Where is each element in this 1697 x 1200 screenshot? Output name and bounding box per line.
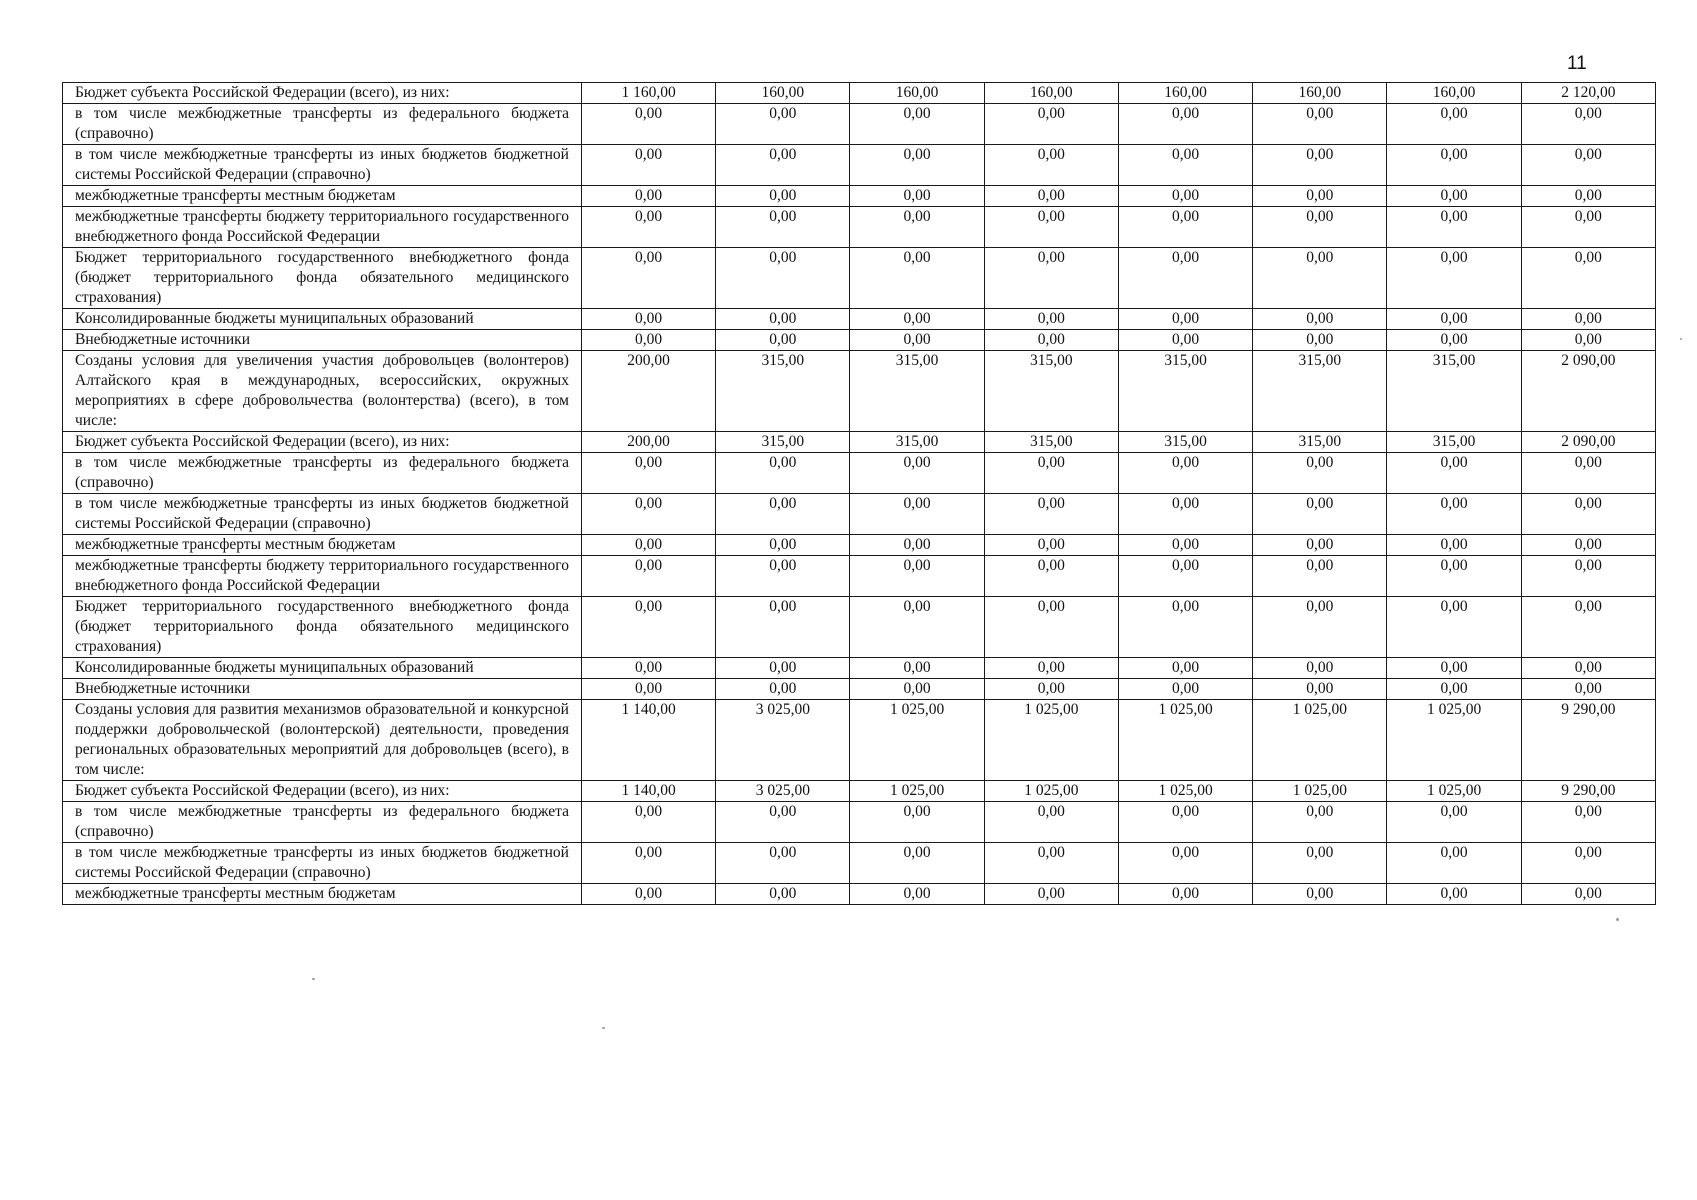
row-value-cell: 1 025,00 xyxy=(1253,781,1387,802)
row-value-cell: 0,00 xyxy=(1118,843,1252,884)
row-total-cell: 0,00 xyxy=(1521,309,1655,330)
row-total-cell: 0,00 xyxy=(1521,884,1655,905)
row-value-cell: 0,00 xyxy=(1118,186,1252,207)
row-value-cell: 0,00 xyxy=(984,535,1118,556)
row-value-cell: 0,00 xyxy=(581,679,715,700)
table-row xyxy=(63,83,1656,104)
row-total-cell: 0,00 xyxy=(1521,248,1655,309)
row-value-cell: 1 140,00 xyxy=(581,700,715,781)
row-value-cell: 0,00 xyxy=(984,248,1118,309)
row-value-cell: 0,00 xyxy=(984,207,1118,248)
row-value-cell: 0,00 xyxy=(581,186,715,207)
row-value-cell: 0,00 xyxy=(850,186,984,207)
scan-speck xyxy=(1680,338,1682,340)
row-value-cell: 0,00 xyxy=(984,597,1118,658)
row-value-cell: 0,00 xyxy=(1253,535,1387,556)
row-value-cell: 0,00 xyxy=(581,330,715,351)
row-label: в том числе межбюджетные трансферты из иных бюджетов бюджетной системы Российской Федерации (справочно) xyxy=(63,843,582,884)
row-value-cell: 0,00 xyxy=(850,145,984,186)
row-value-cell: 0,00 xyxy=(1118,207,1252,248)
row-value-cell: 1 025,00 xyxy=(1118,700,1252,781)
row-value-cell: 0,00 xyxy=(1387,884,1521,905)
row-total-cell: 0,00 xyxy=(1521,330,1655,351)
row-value-cell: 0,00 xyxy=(1253,104,1387,145)
row-value-cell: 0,00 xyxy=(984,884,1118,905)
row-value-cell: 1 025,00 xyxy=(1387,781,1521,802)
table-row xyxy=(63,781,1656,802)
row-value-cell: 0,00 xyxy=(850,330,984,351)
row-label: Созданы условия для развития механизмов образовательной и конкурсной поддержки добровольческой (волонтерской) деятельности, проведения региональных образовательных мероприятий для добровольцев (всего), в том числе: xyxy=(63,700,582,781)
row-total-cell: 0,00 xyxy=(1521,494,1655,535)
row-value-cell: 0,00 xyxy=(1118,145,1252,186)
row-value-cell: 0,00 xyxy=(850,248,984,309)
row-value-cell: 0,00 xyxy=(1253,679,1387,700)
row-total-cell: 2 090,00 xyxy=(1521,351,1655,432)
row-label: Бюджет территориального государственного внебюджетного фонда (бюджет территориального фонда обязательного медицинского страхования) xyxy=(63,597,582,658)
row-value-cell: 0,00 xyxy=(716,145,850,186)
row-value-cell: 0,00 xyxy=(581,309,715,330)
row-value-cell: 315,00 xyxy=(850,432,984,453)
table-row xyxy=(63,330,1656,351)
row-label: межбюджетные трансферты местным бюджетам xyxy=(63,535,582,556)
row-value-cell: 0,00 xyxy=(1253,453,1387,494)
row-label: Бюджет субъекта Российской Федерации (всего), из них: xyxy=(63,83,582,104)
row-label: межбюджетные трансферты местным бюджетам xyxy=(63,186,582,207)
row-label: Созданы условия для увеличения участия добровольцев (волонтеров) Алтайского края в международных, всероссийских, окружных мероприятиях в сфере добровольчества (волонтерства) (всего), в том числе: xyxy=(63,351,582,432)
table-row xyxy=(63,186,1656,207)
table-row xyxy=(63,556,1656,597)
row-total-cell: 0,00 xyxy=(1521,843,1655,884)
table-row xyxy=(63,802,1656,843)
row-label: межбюджетные трансферты местным бюджетам xyxy=(63,884,582,905)
row-value-cell: 0,00 xyxy=(1387,186,1521,207)
row-value-cell: 160,00 xyxy=(716,83,850,104)
row-value-cell: 0,00 xyxy=(984,843,1118,884)
row-value-cell: 315,00 xyxy=(984,351,1118,432)
row-value-cell: 1 025,00 xyxy=(984,781,1118,802)
row-value-cell: 0,00 xyxy=(984,453,1118,494)
row-value-cell: 0,00 xyxy=(984,658,1118,679)
row-label: в том числе межбюджетные трансферты из федерального бюджета (справочно) xyxy=(63,802,582,843)
row-value-cell: 0,00 xyxy=(1387,494,1521,535)
row-label: межбюджетные трансферты бюджету территориального государственного внебюджетного фонда Российской Федерации xyxy=(63,556,582,597)
row-value-cell: 1 025,00 xyxy=(1118,781,1252,802)
row-value-cell: 1 025,00 xyxy=(1253,700,1387,781)
row-value-cell: 1 025,00 xyxy=(850,781,984,802)
page-number: 11 xyxy=(1567,53,1587,74)
row-total-cell: 9 290,00 xyxy=(1521,700,1655,781)
row-value-cell: 200,00 xyxy=(581,351,715,432)
row-value-cell: 1 160,00 xyxy=(581,83,715,104)
row-value-cell: 3 025,00 xyxy=(716,781,850,802)
row-value-cell: 0,00 xyxy=(850,884,984,905)
row-total-cell: 0,00 xyxy=(1521,597,1655,658)
row-value-cell: 0,00 xyxy=(716,494,850,535)
row-value-cell: 3 025,00 xyxy=(716,700,850,781)
row-value-cell: 0,00 xyxy=(1253,145,1387,186)
row-value-cell: 0,00 xyxy=(1253,330,1387,351)
row-value-cell: 0,00 xyxy=(1387,248,1521,309)
row-value-cell: 0,00 xyxy=(1118,658,1252,679)
row-value-cell: 0,00 xyxy=(1118,884,1252,905)
row-value-cell: 315,00 xyxy=(1253,432,1387,453)
row-total-cell: 0,00 xyxy=(1521,186,1655,207)
row-value-cell: 0,00 xyxy=(1253,556,1387,597)
row-value-cell: 0,00 xyxy=(850,309,984,330)
row-value-cell: 0,00 xyxy=(850,535,984,556)
row-value-cell: 0,00 xyxy=(850,453,984,494)
table-row xyxy=(63,535,1656,556)
row-value-cell: 160,00 xyxy=(984,83,1118,104)
row-label: Бюджет субъекта Российской Федерации (всего), из них: xyxy=(63,432,582,453)
row-value-cell: 0,00 xyxy=(1118,453,1252,494)
row-value-cell: 315,00 xyxy=(1118,432,1252,453)
row-value-cell: 0,00 xyxy=(1118,494,1252,535)
row-value-cell: 160,00 xyxy=(1387,83,1521,104)
row-value-cell: 0,00 xyxy=(1253,597,1387,658)
row-value-cell: 0,00 xyxy=(1387,145,1521,186)
row-value-cell: 0,00 xyxy=(716,658,850,679)
row-value-cell: 0,00 xyxy=(1387,309,1521,330)
row-value-cell: 1 025,00 xyxy=(850,700,984,781)
row-value-cell: 0,00 xyxy=(1253,658,1387,679)
row-value-cell: 0,00 xyxy=(1118,248,1252,309)
row-value-cell: 0,00 xyxy=(984,104,1118,145)
row-total-cell: 2 090,00 xyxy=(1521,432,1655,453)
row-value-cell: 0,00 xyxy=(716,556,850,597)
row-value-cell: 0,00 xyxy=(850,104,984,145)
table-row xyxy=(63,309,1656,330)
table-row xyxy=(63,884,1656,905)
row-label: в том числе межбюджетные трансферты из иных бюджетов бюджетной системы Российской Федерации (справочно) xyxy=(63,494,582,535)
table-row xyxy=(63,248,1656,309)
row-value-cell: 0,00 xyxy=(1118,802,1252,843)
row-value-cell: 1 025,00 xyxy=(984,700,1118,781)
row-value-cell: 0,00 xyxy=(581,207,715,248)
table-row xyxy=(63,843,1656,884)
row-value-cell: 0,00 xyxy=(1387,658,1521,679)
row-value-cell: 0,00 xyxy=(716,535,850,556)
row-value-cell: 0,00 xyxy=(984,679,1118,700)
row-value-cell: 0,00 xyxy=(581,597,715,658)
row-value-cell: 0,00 xyxy=(716,186,850,207)
row-value-cell: 0,00 xyxy=(1253,186,1387,207)
row-total-cell: 0,00 xyxy=(1521,679,1655,700)
scan-speck xyxy=(602,1027,605,1029)
row-value-cell: 315,00 xyxy=(1253,351,1387,432)
row-value-cell: 0,00 xyxy=(1387,453,1521,494)
row-value-cell: 0,00 xyxy=(1253,309,1387,330)
row-value-cell: 0,00 xyxy=(716,330,850,351)
row-total-cell: 0,00 xyxy=(1521,104,1655,145)
row-value-cell: 315,00 xyxy=(1387,432,1521,453)
row-label: Бюджет территориального государственного внебюджетного фонда (бюджет территориального фонда обязательного медицинского страхования) xyxy=(63,248,582,309)
row-value-cell: 0,00 xyxy=(1118,597,1252,658)
row-value-cell: 315,00 xyxy=(1118,351,1252,432)
row-value-cell: 0,00 xyxy=(581,802,715,843)
row-value-cell: 0,00 xyxy=(1253,884,1387,905)
table-row xyxy=(63,700,1656,781)
row-value-cell: 0,00 xyxy=(716,843,850,884)
row-value-cell: 0,00 xyxy=(581,843,715,884)
row-value-cell: 0,00 xyxy=(1118,679,1252,700)
row-value-cell: 0,00 xyxy=(984,145,1118,186)
row-label: в том числе межбюджетные трансферты из иных бюджетов бюджетной системы Российской Федерации (справочно) xyxy=(63,145,582,186)
row-value-cell: 0,00 xyxy=(984,494,1118,535)
row-label: межбюджетные трансферты бюджету территориального государственного внебюджетного фонда Российской Федерации xyxy=(63,207,582,248)
row-value-cell: 0,00 xyxy=(716,453,850,494)
table-row xyxy=(63,432,1656,453)
row-total-cell: 0,00 xyxy=(1521,145,1655,186)
row-value-cell: 315,00 xyxy=(716,351,850,432)
row-value-cell: 0,00 xyxy=(581,556,715,597)
table-row xyxy=(63,597,1656,658)
row-total-cell: 0,00 xyxy=(1521,556,1655,597)
table-row xyxy=(63,207,1656,248)
row-value-cell: 0,00 xyxy=(716,679,850,700)
row-value-cell: 0,00 xyxy=(581,248,715,309)
row-value-cell: 0,00 xyxy=(1387,104,1521,145)
table-row xyxy=(63,494,1656,535)
row-value-cell: 0,00 xyxy=(716,802,850,843)
row-value-cell: 315,00 xyxy=(850,351,984,432)
row-total-cell: 2 120,00 xyxy=(1521,83,1655,104)
table-row xyxy=(63,145,1656,186)
budget-table-body xyxy=(63,83,1656,905)
row-value-cell: 0,00 xyxy=(1387,679,1521,700)
row-value-cell: 0,00 xyxy=(1253,248,1387,309)
table-row xyxy=(63,104,1656,145)
row-value-cell: 0,00 xyxy=(716,248,850,309)
row-value-cell: 1 140,00 xyxy=(581,781,715,802)
row-value-cell: 0,00 xyxy=(984,802,1118,843)
row-value-cell: 0,00 xyxy=(850,207,984,248)
row-value-cell: 0,00 xyxy=(850,658,984,679)
row-value-cell: 160,00 xyxy=(850,83,984,104)
row-value-cell: 0,00 xyxy=(581,104,715,145)
row-value-cell: 0,00 xyxy=(984,309,1118,330)
row-label: Внебюджетные источники xyxy=(63,679,582,700)
row-value-cell: 0,00 xyxy=(581,535,715,556)
table-row xyxy=(63,351,1656,432)
row-value-cell: 0,00 xyxy=(716,207,850,248)
row-value-cell: 0,00 xyxy=(1253,494,1387,535)
row-value-cell: 0,00 xyxy=(1387,330,1521,351)
scan-speck xyxy=(312,978,315,980)
row-value-cell: 0,00 xyxy=(850,597,984,658)
row-value-cell: 0,00 xyxy=(1118,104,1252,145)
row-value-cell: 0,00 xyxy=(1387,597,1521,658)
row-value-cell: 0,00 xyxy=(850,802,984,843)
row-value-cell: 0,00 xyxy=(850,494,984,535)
row-value-cell: 0,00 xyxy=(850,679,984,700)
table-row xyxy=(63,453,1656,494)
row-value-cell: 1 025,00 xyxy=(1387,700,1521,781)
row-value-cell: 160,00 xyxy=(1118,83,1252,104)
row-label: Консолидированные бюджеты муниципальных образований xyxy=(63,658,582,679)
row-value-cell: 315,00 xyxy=(984,432,1118,453)
row-value-cell: 0,00 xyxy=(850,843,984,884)
row-value-cell: 0,00 xyxy=(1118,309,1252,330)
row-value-cell: 0,00 xyxy=(716,884,850,905)
row-total-cell: 0,00 xyxy=(1521,802,1655,843)
row-value-cell: 0,00 xyxy=(984,330,1118,351)
row-value-cell: 0,00 xyxy=(1118,535,1252,556)
row-value-cell: 0,00 xyxy=(716,597,850,658)
row-value-cell: 0,00 xyxy=(984,556,1118,597)
row-total-cell: 9 290,00 xyxy=(1521,781,1655,802)
row-value-cell: 0,00 xyxy=(984,186,1118,207)
row-value-cell: 0,00 xyxy=(581,453,715,494)
row-value-cell: 315,00 xyxy=(716,432,850,453)
row-value-cell: 0,00 xyxy=(581,658,715,679)
table-row xyxy=(63,679,1656,700)
row-value-cell: 200,00 xyxy=(581,432,715,453)
row-label: в том числе межбюджетные трансферты из федерального бюджета (справочно) xyxy=(63,104,582,145)
budget-table xyxy=(62,82,1656,905)
row-value-cell: 0,00 xyxy=(1387,843,1521,884)
table-row xyxy=(63,658,1656,679)
row-value-cell: 0,00 xyxy=(581,494,715,535)
row-value-cell: 0,00 xyxy=(1253,207,1387,248)
row-value-cell: 0,00 xyxy=(581,145,715,186)
row-total-cell: 0,00 xyxy=(1521,658,1655,679)
row-value-cell: 0,00 xyxy=(581,884,715,905)
row-label: Бюджет субъекта Российской Федерации (всего), из них: xyxy=(63,781,582,802)
scan-speck xyxy=(1616,918,1619,921)
row-total-cell: 0,00 xyxy=(1521,535,1655,556)
row-value-cell: 0,00 xyxy=(1387,207,1521,248)
row-value-cell: 0,00 xyxy=(1387,556,1521,597)
row-total-cell: 0,00 xyxy=(1521,207,1655,248)
row-value-cell: 0,00 xyxy=(1118,556,1252,597)
row-value-cell: 315,00 xyxy=(1387,351,1521,432)
row-value-cell: 0,00 xyxy=(1118,330,1252,351)
row-value-cell: 0,00 xyxy=(1253,843,1387,884)
row-label: Внебюджетные источники xyxy=(63,330,582,351)
row-value-cell: 0,00 xyxy=(716,104,850,145)
row-label: Консолидированные бюджеты муниципальных образований xyxy=(63,309,582,330)
row-value-cell: 160,00 xyxy=(1253,83,1387,104)
row-value-cell: 0,00 xyxy=(1387,802,1521,843)
row-value-cell: 0,00 xyxy=(716,309,850,330)
row-label: в том числе межбюджетные трансферты из федерального бюджета (справочно) xyxy=(63,453,582,494)
row-value-cell: 0,00 xyxy=(850,556,984,597)
row-value-cell: 0,00 xyxy=(1387,535,1521,556)
budget-table-container xyxy=(62,82,1656,905)
row-total-cell: 0,00 xyxy=(1521,453,1655,494)
row-value-cell: 0,00 xyxy=(1253,802,1387,843)
